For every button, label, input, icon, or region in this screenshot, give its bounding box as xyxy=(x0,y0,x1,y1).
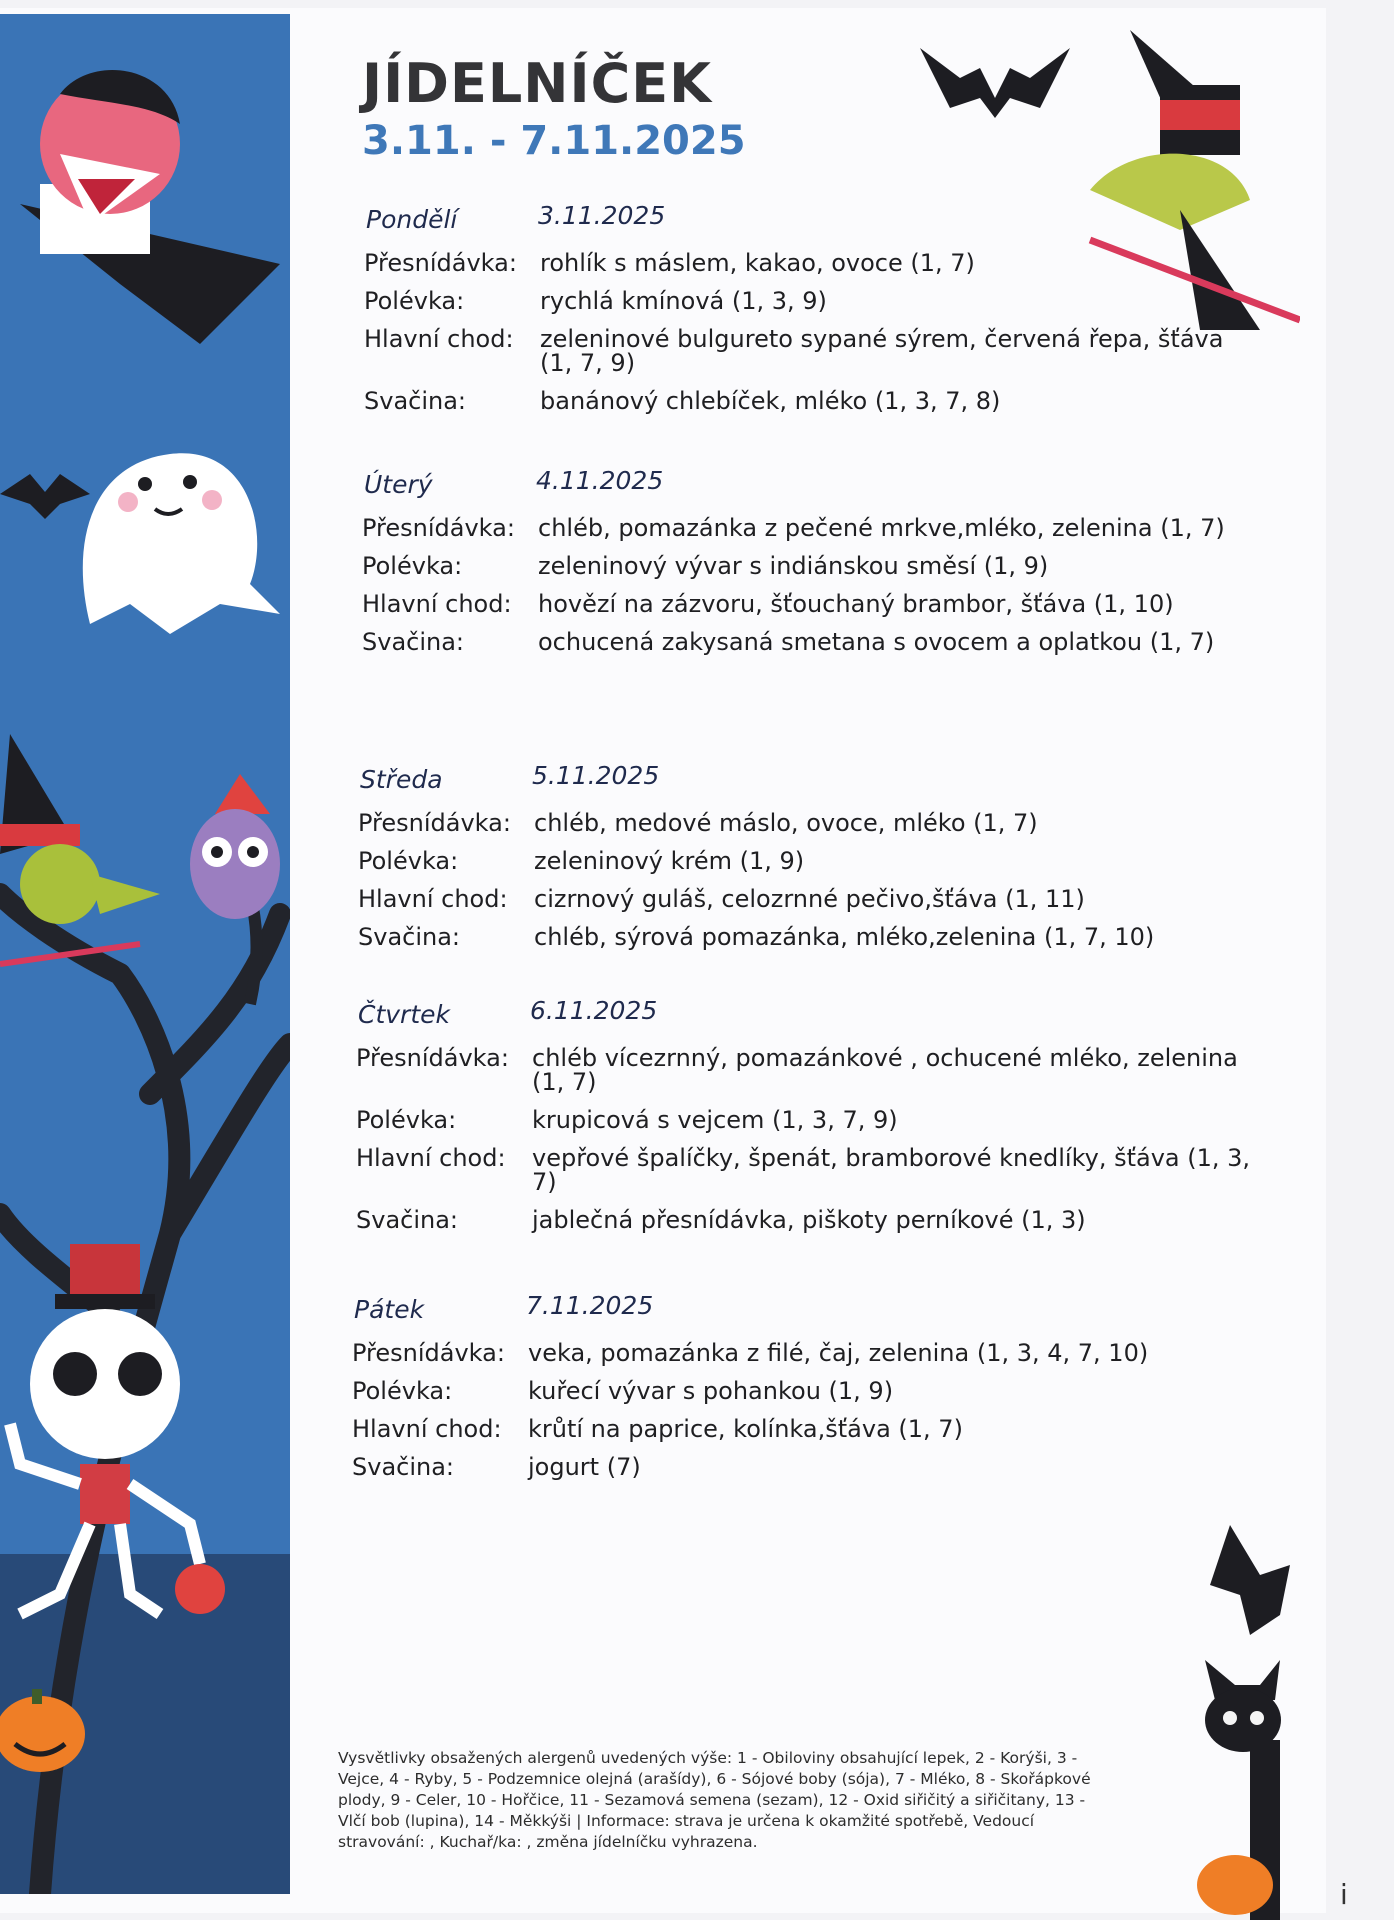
meal-row xyxy=(354,1046,1254,1094)
bat-icon xyxy=(1210,1525,1300,1635)
meal-row xyxy=(350,1455,1250,1479)
meal-label: Přesnídávka: xyxy=(356,1044,509,1072)
meal-row xyxy=(360,516,1260,540)
meal-row xyxy=(350,1341,1250,1365)
meal-row xyxy=(356,849,1256,873)
meal-text: chléb, pomazánka z pečené mrkve,mléko, zelenina (1, 7) xyxy=(538,514,1225,542)
meal-row xyxy=(362,389,1262,413)
day-block xyxy=(360,466,1260,656)
meal-text: hovězí na zázvoru, šťouchaný brambor, šťáva (1, 10) xyxy=(538,590,1174,618)
meal-text: banánový chlebíček, mléko (1, 3, 7, 8) xyxy=(540,387,1001,415)
meal-text: chléb, medové máslo, ovoce, mléko (1, 7) xyxy=(534,809,1038,837)
meal-row xyxy=(350,1417,1250,1441)
day-date: 4.11.2025 xyxy=(536,466,664,495)
meal-row xyxy=(360,630,1260,654)
meal-text: ochucená zakysaná smetana s ovocem a oplatkou (1, 7) xyxy=(538,628,1215,656)
meal-label: Přesnídávka: xyxy=(358,809,511,837)
meal-label: Polévka: xyxy=(362,552,463,580)
vampire-icon xyxy=(0,64,280,364)
day-name: Čtvrtek xyxy=(358,1000,450,1029)
day-date: 7.11.2025 xyxy=(526,1291,654,1320)
meal-label: Svačina: xyxy=(352,1453,455,1481)
meal-text: veka, pomazánka z filé, čaj, zelenina (1, 3, 4, 7, 10) xyxy=(528,1339,1149,1367)
meal-label: Polévka: xyxy=(358,847,459,875)
meal-text: kuřecí vývar s pohankou (1, 9) xyxy=(528,1377,894,1405)
week-range: 3.11. - 7.11.2025 xyxy=(362,118,746,164)
day-name: Úterý xyxy=(364,470,433,499)
witch-icon xyxy=(0,714,170,994)
meal-label: Polévka: xyxy=(364,287,465,315)
meal-label: Přesnídávka: xyxy=(362,514,515,542)
page-title: JÍDELNÍČEK xyxy=(362,52,712,115)
corner-mark: i xyxy=(1340,1878,1348,1911)
meal-text: cizrnový guláš, celozrnné pečivo,šťáva (1, 11) xyxy=(534,885,1085,913)
meal-label: Přesnídávka: xyxy=(352,1339,505,1367)
meal-label: Svačina: xyxy=(362,628,465,656)
meal-row xyxy=(356,811,1256,835)
day-block xyxy=(354,996,1254,1234)
meal-label: Polévka: xyxy=(356,1106,457,1134)
owl-icon xyxy=(185,774,285,944)
meal-text: vepřové špalíčky, špenát, bramborové knedlíky, šťáva (1, 3, 7) xyxy=(532,1144,1251,1196)
meal-text: krůtí na paprice, kolínka,šťáva (1, 7) xyxy=(528,1415,963,1443)
day-date: 6.11.2025 xyxy=(530,996,658,1025)
day-name: Středa xyxy=(360,765,443,794)
skeleton-icon xyxy=(0,1244,260,1624)
meal-text: zeleninové bulgureto sypané sýrem, červená řepa, šťáva (1, 7, 9) xyxy=(540,325,1224,377)
meal-label: Svačina: xyxy=(364,387,467,415)
day-block xyxy=(362,201,1262,415)
allergen-footnote: Vysvětlivky obsažených alergenů uvedených výše: 1 - Obiloviny obsahující lepek, 2 - Korýši, 3 - Vejce, 4 - Ryby, 5 - Podzemnice olejná (arašídy), 6 - Sójové boby (sója), 7 - Mléko, 8 - Skořápkové plody, 9 - Celer, 10 - Hořčice, 11 - Sezamová semena (sezam), 12 - Oxid siřičitý a siřičitany, 13 - Vlčí bob (lupina), 14 - Měkkýši | Informace: strava je určena k okamžité spotřebě, Vedoucí stravování: , Kuchař/ka: , změna jídelníčku vyhrazena. xyxy=(338,1749,1091,1851)
meal-row xyxy=(362,289,1262,313)
day-name: Pondělí xyxy=(366,205,458,234)
meal-text: rychlá kmínová (1, 3, 9) xyxy=(540,287,827,315)
meal-label: Polévka: xyxy=(352,1377,453,1405)
meal-text: chléb vícezrnný, pomazánkové , ochucené mléko, zelenina (1, 7) xyxy=(532,1044,1238,1096)
meal-label: Hlavní chod: xyxy=(364,325,514,353)
meal-label: Hlavní chod: xyxy=(362,590,512,618)
meal-text: jogurt (7) xyxy=(528,1453,641,1481)
meal-text: krupicová s vejcem (1, 3, 7, 9) xyxy=(532,1106,898,1134)
day-date: 5.11.2025 xyxy=(532,761,660,790)
black-cat-icon xyxy=(1195,1660,1295,1920)
meal-row xyxy=(362,327,1262,375)
meal-label: Svačina: xyxy=(358,923,461,951)
meal-label: Hlavní chod: xyxy=(358,885,508,913)
meal-row xyxy=(362,251,1262,275)
meal-text: chléb, sýrová pomazánka, mléko,zelenina (1, 7, 10) xyxy=(534,923,1155,951)
meal-text: zeleninový vývar s indiánskou směsí (1, 9) xyxy=(538,552,1049,580)
meal-row xyxy=(354,1146,1254,1194)
meal-label: Svačina: xyxy=(356,1206,459,1234)
meal-row xyxy=(354,1208,1254,1232)
meal-row xyxy=(350,1379,1250,1403)
bat-icon xyxy=(0,464,90,524)
meal-text: jablečná přesnídávka, piškoty perníkové (1, 3) xyxy=(532,1206,1086,1234)
meal-row xyxy=(356,925,1256,949)
meal-label: Hlavní chod: xyxy=(356,1144,506,1172)
day-block xyxy=(356,761,1256,951)
day-block xyxy=(350,1291,1250,1481)
meal-row xyxy=(360,554,1260,578)
pumpkin-icon xyxy=(0,1684,90,1774)
meal-row xyxy=(360,592,1260,616)
meal-row xyxy=(354,1108,1254,1132)
halloween-illustration-band xyxy=(0,14,290,1894)
meal-label: Přesnídávka: xyxy=(364,249,517,277)
meal-label: Hlavní chod: xyxy=(352,1415,502,1443)
bat-icon xyxy=(920,28,1070,118)
meal-text: zeleninový krém (1, 9) xyxy=(534,847,805,875)
ghost-icon xyxy=(50,424,290,644)
meal-row xyxy=(356,887,1256,911)
day-date: 3.11.2025 xyxy=(538,201,666,230)
meal-text: rohlík s máslem, kakao, ovoce (1, 7) xyxy=(540,249,975,277)
day-name: Pátek xyxy=(354,1295,425,1324)
